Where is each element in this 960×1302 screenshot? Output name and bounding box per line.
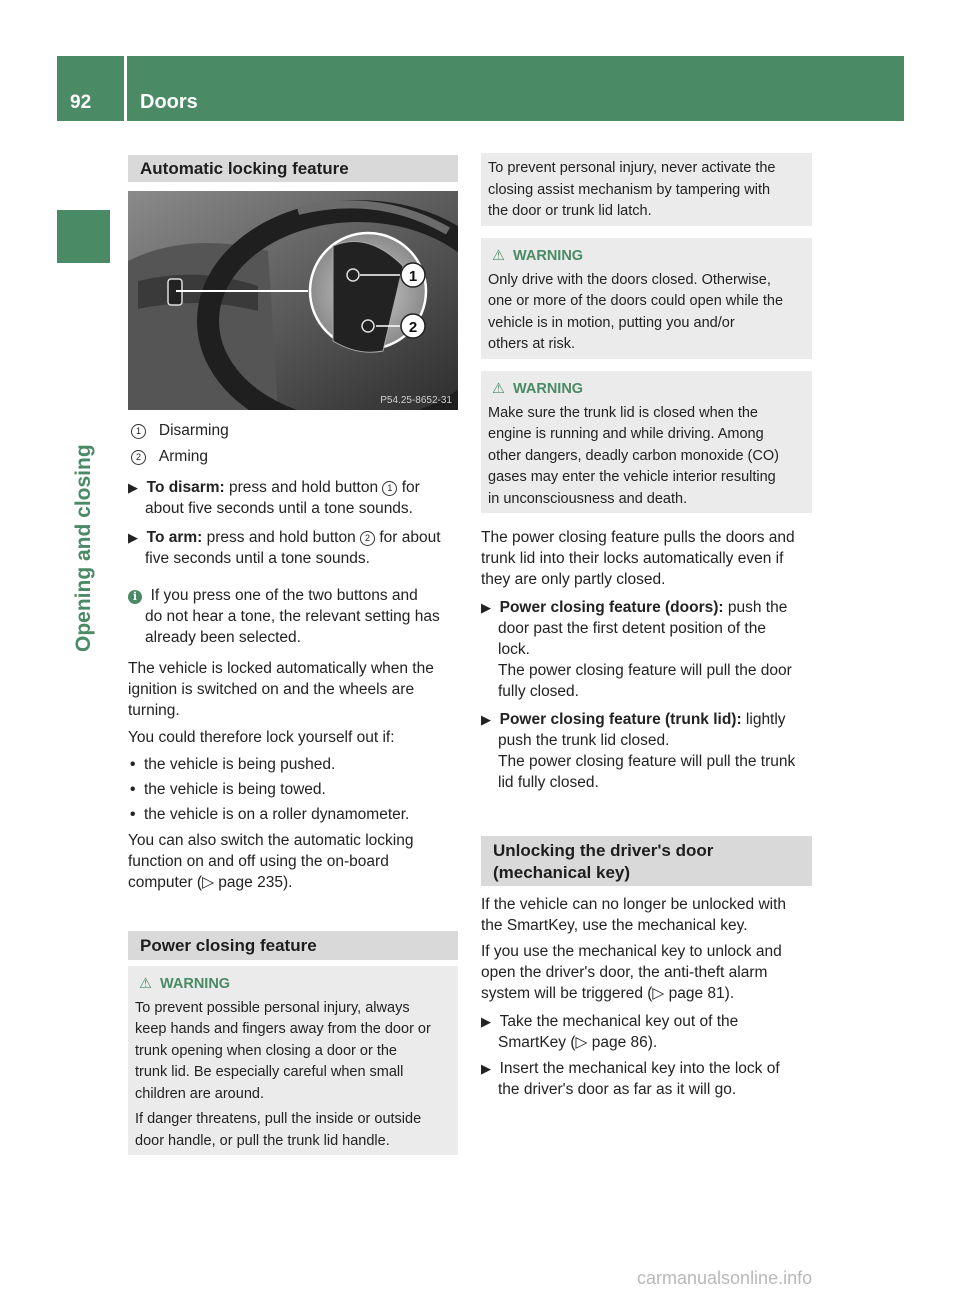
step-power-closing-trunk: ▶ Power closing feature (trunk lid): lightly push the trunk lid closed. The power closing feature will pull the trunk lid fully closed. [481, 711, 796, 791]
info-icon: i [128, 590, 142, 604]
warning-title: ⚠ WARNING [492, 246, 805, 268]
warning-title: ⚠ WARNING [492, 379, 805, 401]
warning-box-1: ⚠ WARNING To prevent possible personal injury, always keep hands and fingers away from the door or trunk opening when closing a door or the trunk lid. Be especially careful when small children are around. If danger threatens, pull the inside or outside door handle, or pull the trunk lid handle. [128, 966, 458, 1155]
page-link-235[interactable]: computer (▷ page 235). [128, 874, 293, 891]
paragraph-lock-out: You could therefore lock yourself out if: [128, 729, 395, 746]
step-insert-key: ▶ Insert the mechanical key into the lock of the driver's door as far as it will go. [481, 1060, 780, 1098]
paragraph-smartkey: If the vehicle can no longer be unlocked with the SmartKey, use the mechanical key. [481, 896, 787, 934]
side-tab-block [57, 210, 110, 263]
watermark: carmanualsonline.info [637, 1268, 813, 1288]
page-link-81[interactable]: system will be triggered (▷ page 81). [481, 985, 735, 1002]
side-tab-label: Opening and closing [72, 444, 95, 652]
paragraph-power-closing: The power closing feature pulls the doors and trunk lid into their locks automatically even if they are only partly closed. [481, 529, 795, 588]
warning-triangle-icon: ⚠ [492, 381, 505, 397]
door-panel-illustration [128, 191, 458, 410]
page-title: Doors [140, 91, 198, 113]
info-note: i If you press one of the two buttons and do not hear a tone, the relevant setting has already been selected. [128, 585, 463, 648]
step-disarm: ▶ To disarm: press and hold button 1 for about five seconds until a tone sounds. [128, 479, 420, 517]
bullet-item: • the vehicle is being towed. [130, 781, 326, 798]
figure-code: P54.25-8652-31 [380, 395, 452, 406]
section-heading-automatic-locking: Automatic locking feature [128, 155, 458, 182]
bullet-item: • the vehicle is being pushed. [130, 756, 336, 773]
step-arm: ▶ To arm: press and hold button 2 for about five seconds until a tone sounds. [128, 529, 441, 567]
warning-title: ⚠ WARNING [139, 974, 451, 996]
legend-item-1: 1 Disarming [131, 420, 229, 441]
callout-2: 2 [408, 319, 418, 336]
warning-triangle-icon: ⚠ [492, 248, 505, 264]
warning-box-2: ⚠ WARNING Only drive with the doors closed. Otherwise, one or more of the doors could open while the vehicle is in motion, putting you and/or others at risk. [481, 238, 812, 359]
paragraph-onboard-computer: You can also switch the automatic locking function on and off using the on-board computer (▷ page 235). [128, 832, 414, 891]
legend-item-2: 2 Arming [131, 446, 208, 467]
callout-1: 1 [408, 268, 418, 285]
door-lock-buttons-figure [128, 191, 458, 410]
header-divider [124, 56, 127, 121]
section-heading-unlocking-drivers-door: Unlocking the driver's door (mechanical key) [481, 836, 812, 886]
page-link-86[interactable]: SmartKey (▷ page 86). [498, 1034, 658, 1051]
step-take-key: ▶ Take the mechanical key out of the SmartKey (▷ page 86). [481, 1013, 739, 1051]
warning-box-1-continued: To prevent personal injury, never activate the closing assist mechanism by tampering with the door or trunk lid latch. [481, 153, 812, 226]
warning-triangle-icon: ⚠ [139, 976, 152, 992]
page-number: 92 [70, 92, 92, 113]
warning-box-3: ⚠ WARNING Make sure the trunk lid is closed when the engine is running and while driving. Among other dangers, deadly carbon monoxide (CO) gases may enter the vehicle interior resulting in unconsciousness and death. [481, 371, 812, 513]
bullet-item: • the vehicle is on a roller dynamometer. [130, 806, 410, 823]
section-heading-power-closing: Power closing feature [128, 931, 458, 960]
paragraph-anti-theft: If you use the mechanical key to unlock and open the driver's door, the anti-theft alarm system will be triggered (▷ page 81). [481, 943, 782, 1002]
step-power-closing-doors: ▶ Power closing feature (doors): push the door past the first detent position of the lock. The power closing feature will pull the door fully closed. [481, 599, 792, 700]
paragraph-locked-automatically: The vehicle is locked automatically when the ignition is switched on and the wheels are turning. [128, 660, 434, 719]
